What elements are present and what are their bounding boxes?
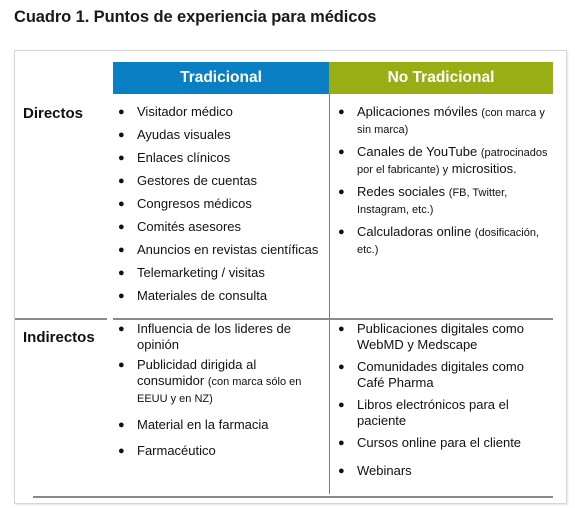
comparison-table xyxy=(14,50,567,504)
bullet-icon: ● xyxy=(118,244,125,256)
bullet-icon: ● xyxy=(118,359,125,371)
list-item: ● Telemarketing / visitas xyxy=(118,265,265,280)
list-item: ● Libros electrónicos para el paciente xyxy=(338,397,509,428)
column-divider-top xyxy=(329,94,330,318)
list-item: ● Gestores de cuentas xyxy=(118,173,257,188)
list-item: ● Materiales de consulta xyxy=(118,288,268,303)
bullet-icon: ● xyxy=(338,226,345,238)
bullet-icon: ● xyxy=(338,361,345,373)
bullet-icon: ● xyxy=(338,437,345,449)
header-non-traditional: No Tradicional xyxy=(329,62,553,94)
list-item: ● Calculadoras online (dosificación, etc.) xyxy=(338,224,539,256)
row-label-direct: Directos xyxy=(23,105,84,122)
indirect-traditional-list xyxy=(115,321,315,459)
direct-traditional-list xyxy=(115,104,325,304)
list-item: ● Cursos online para el cliente xyxy=(338,435,522,450)
list-item: ● Publicaciones digitales como WebMD y Medscape xyxy=(338,321,524,352)
list-item: ● Material en la farmacia xyxy=(118,417,269,432)
list-item: ● Visitador médico xyxy=(118,104,233,119)
bullet-icon: ● xyxy=(118,290,125,302)
list-item: ● Anuncios en revistas científicas xyxy=(118,242,319,257)
row-label-indirect: Indirectos xyxy=(23,329,95,346)
list-item: ● Ayudas visuales xyxy=(118,127,231,142)
bullet-icon: ● xyxy=(338,465,345,477)
bullet-icon: ● xyxy=(118,106,125,118)
bullet-icon: ● xyxy=(118,445,125,457)
list-item: ● Congresos médicos xyxy=(118,196,252,211)
bullet-icon: ● xyxy=(118,129,125,141)
list-item: ● Comunidades digitales como Café Pharma xyxy=(338,359,524,390)
header-traditional: Tradicional xyxy=(113,62,329,94)
bullet-icon: ● xyxy=(118,152,125,164)
bullet-icon: ● xyxy=(118,175,125,187)
list-item: ● Comités asesores xyxy=(118,219,242,234)
list-item: ● Farmacéutico xyxy=(118,443,216,458)
bullet-icon: ● xyxy=(338,399,345,411)
list-item: ● Influencia de los lideres de opinión xyxy=(118,321,291,352)
bullet-icon: ● xyxy=(338,146,345,158)
bullet-icon: ● xyxy=(118,198,125,210)
bottom-rule xyxy=(33,496,553,498)
bullet-icon: ● xyxy=(338,106,345,118)
page-title: Cuadro 1. Puntos de experiencia para médicos xyxy=(14,8,377,26)
bullet-icon: ● xyxy=(338,323,345,335)
list-item: ● Redes sociales (FB, Twitter, Instagram, etc.) xyxy=(338,184,508,216)
list-item: ● Canales de YouTube (patrocinados por el fabricante) y micrositios. xyxy=(338,144,548,176)
row-divider xyxy=(113,318,553,320)
bullet-icon: ● xyxy=(118,419,125,431)
bullet-icon: ● xyxy=(338,186,345,198)
indirect-non-traditional-list xyxy=(335,321,550,479)
list-item: ● Enlaces clínicos xyxy=(118,150,231,165)
column-divider-bottom xyxy=(329,320,330,494)
bullet-icon: ● xyxy=(118,323,125,335)
row-divider-left xyxy=(15,318,107,320)
list-item: ● Publicidad dirigida al consumidor (con marca sólo en EEUU y en NZ) xyxy=(118,357,302,405)
list-item: ● Aplicaciones móviles (con marca y sin marca) xyxy=(338,104,545,136)
bullet-icon: ● xyxy=(118,221,125,233)
list-item: ● Webinars xyxy=(338,463,412,478)
bullet-icon: ● xyxy=(118,267,125,279)
direct-non-traditional-list xyxy=(335,104,557,258)
